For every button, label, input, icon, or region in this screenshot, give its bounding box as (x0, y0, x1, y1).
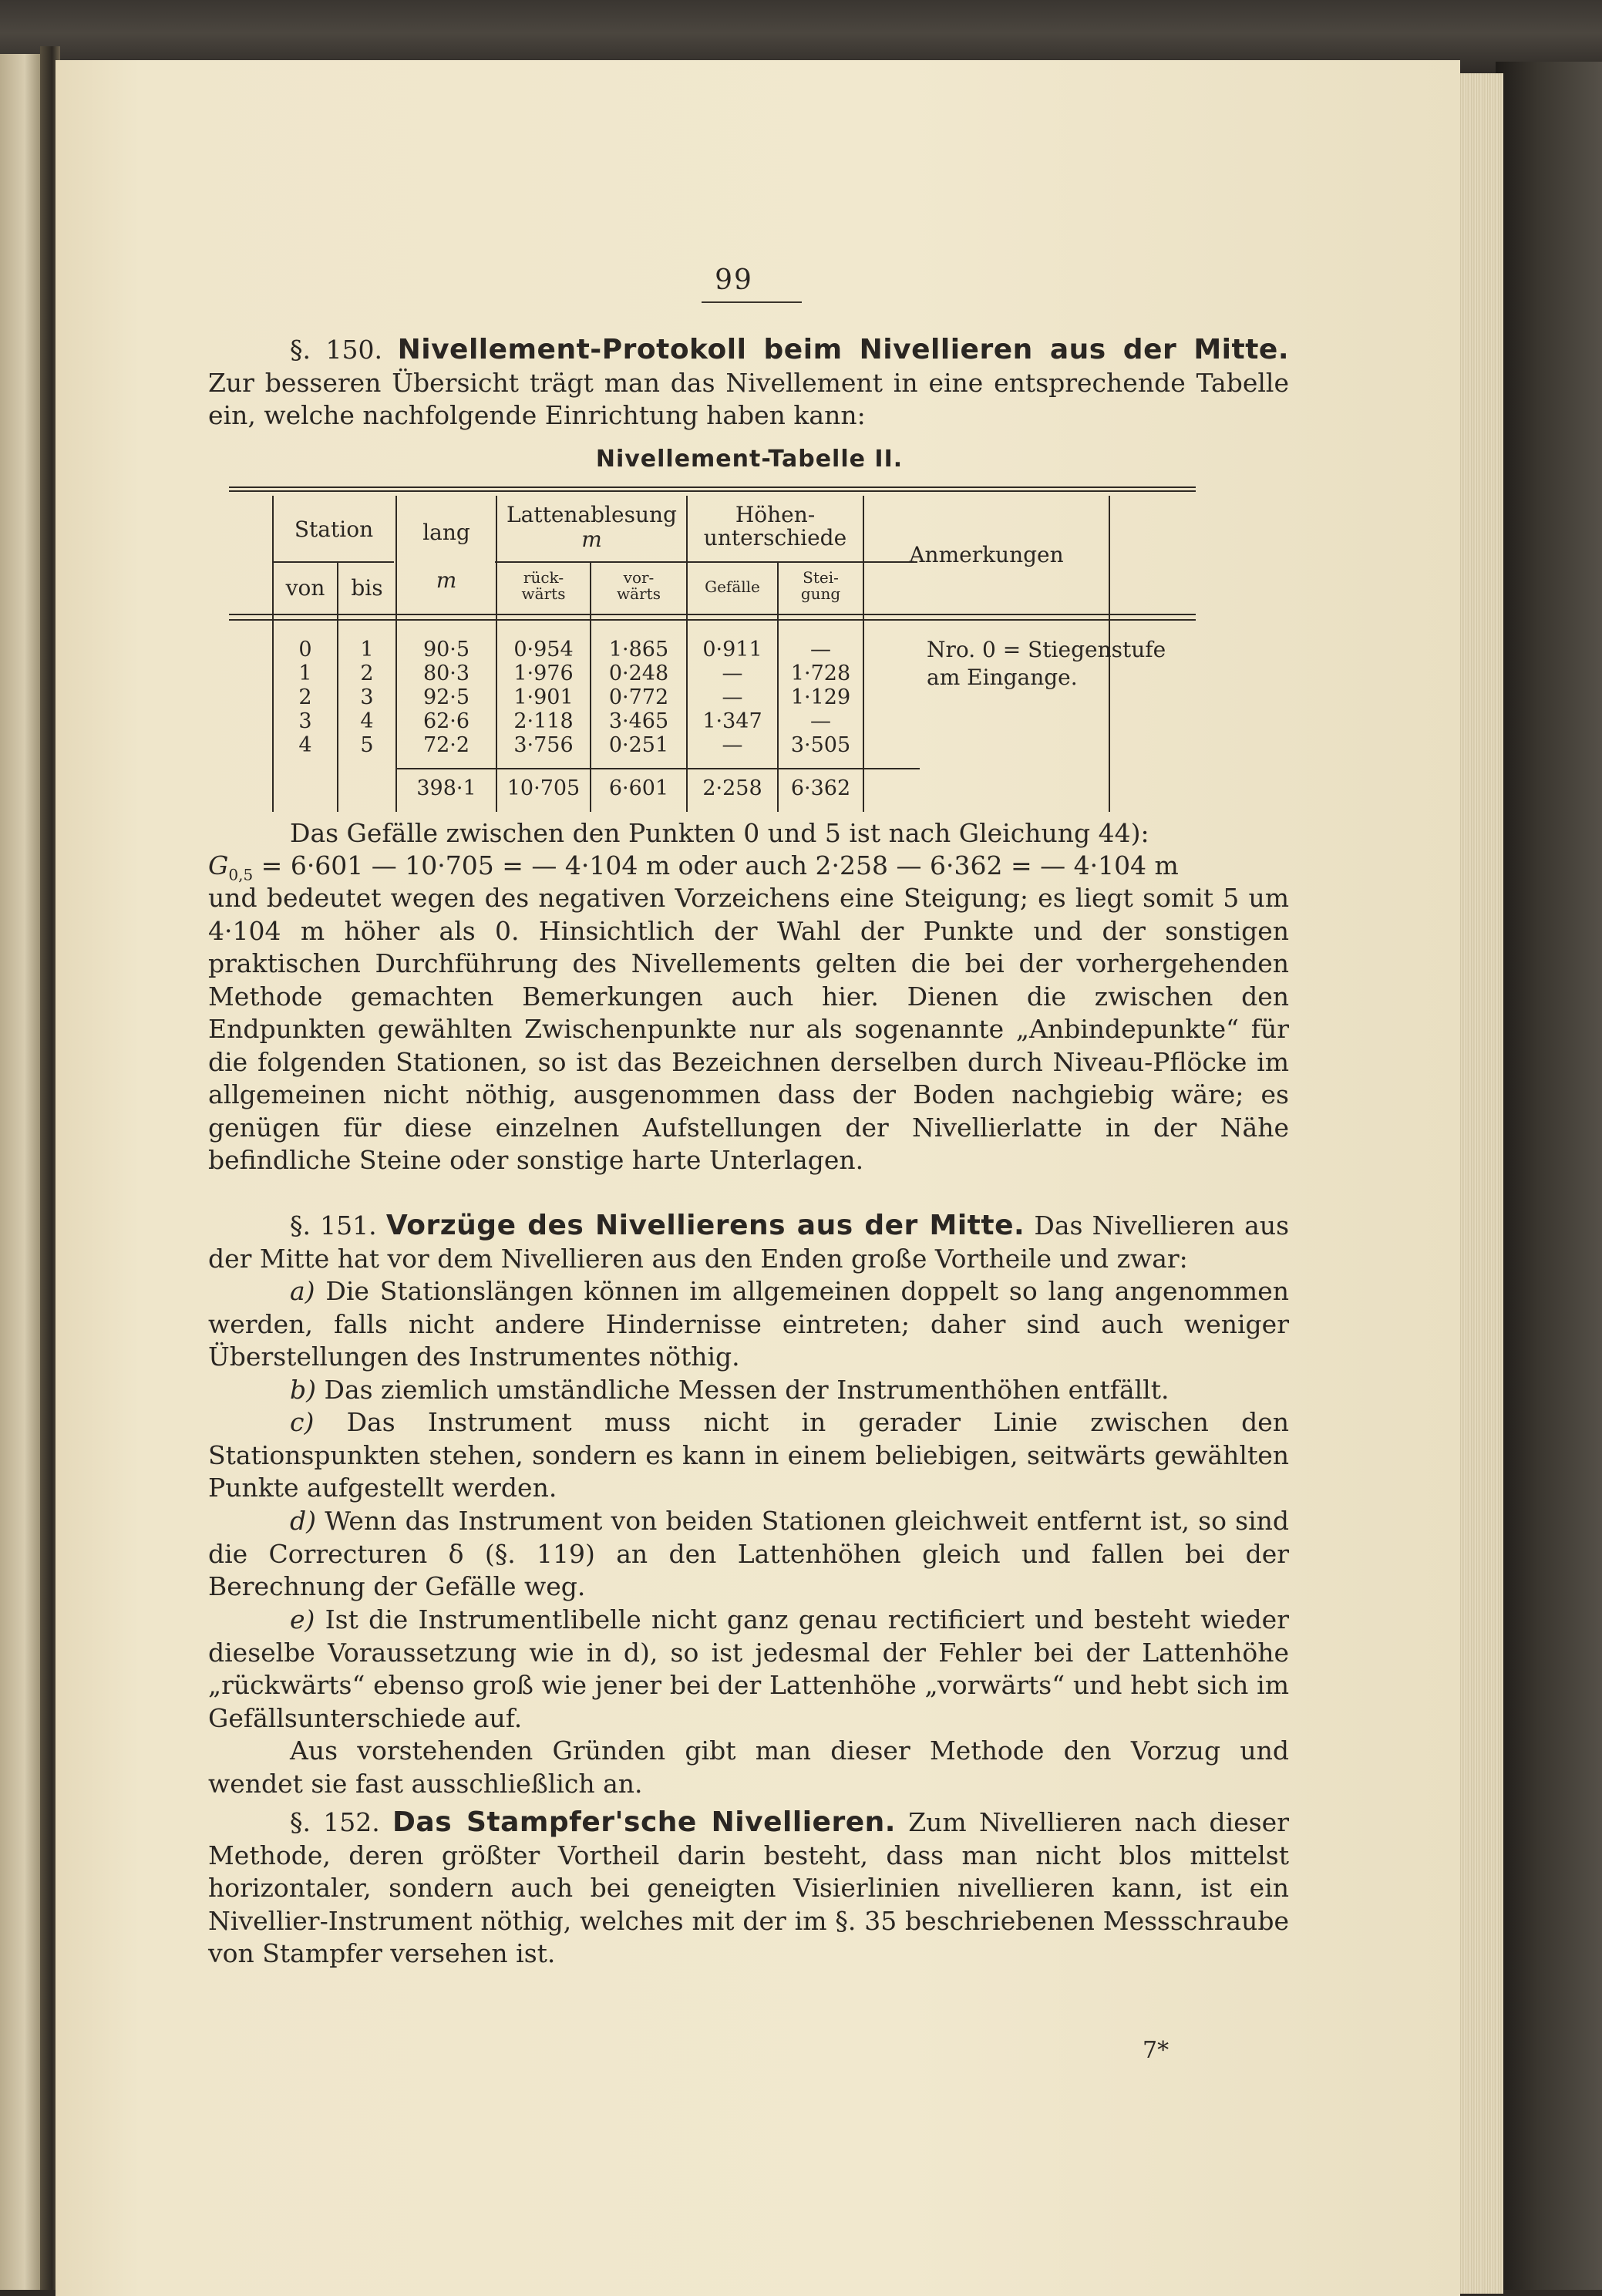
list-item-a (208, 1275, 1289, 1374)
list-item-c (208, 1406, 1289, 1505)
table-header-rule-1 (229, 614, 1196, 615)
sum-rueck: 10·705 (507, 776, 581, 800)
header-steigung: Stei- gung (800, 568, 841, 603)
cell-gefaelle: 0·911 (702, 638, 762, 662)
sum-gefaelle: 2·258 (702, 776, 762, 800)
section-150 (208, 334, 1289, 433)
sum-rule (397, 768, 920, 769)
book-page (56, 60, 1460, 2296)
table-top-rule-1 (229, 486, 1196, 488)
item-text: Die Stationslängen können im allgemeinen doppelt so lang angenommen werden, falls nicht andere Hindernisse eintreten; daher sind auch weniger Überstellungen des Instrumentes nöthig. (208, 1276, 1289, 1372)
header-anmerkungen: Anmerkungen (909, 542, 1064, 567)
item-label: d) (290, 1506, 316, 1536)
cell-steigung: 3·505 (790, 733, 851, 757)
cell-von: 2 (298, 685, 312, 709)
item-text: Ist die Instrumentlibelle nicht ganz genau rectificiert und besteht wieder dieselbe Voraussetzung wie in d), so ist jedesmal der Fehler bei der Lattenhöhe „rückwärts“ ebenso groß wie jener bei der Lattenhöhe „vorwärts“ und hebt sich im Gefällsunterschiede auf. (208, 1604, 1289, 1733)
section-151 (208, 1210, 1289, 1275)
cell-gefaelle: 1·347 (702, 709, 762, 733)
section-151-text: Das Nivellieren aus der Mitte hat vor dem Nivellieren aus den Enden große Vortheile und zwar: (208, 1210, 1290, 1274)
cell-vor: 0·248 (608, 662, 669, 685)
header-vorwaerts: vor- wärts (617, 568, 661, 603)
section-151-title: Vorzüge des Nivellierens aus der Mitte. (385, 1210, 1025, 1241)
list-item-b (208, 1374, 1289, 1407)
table-header-rule-2 (229, 619, 1196, 621)
cell-von: 4 (298, 733, 312, 757)
station-subrule (272, 561, 394, 563)
cell-von: 3 (298, 709, 312, 733)
cell-rueck: 1·976 (513, 662, 574, 685)
item-text: Wenn das Instrument von beiden Stationen gleichweit entfernt ist, so sind die Correcturen δ (§. 119) an den Lattenhöhen gleich und fallen bei der Berechnung der Gefälle weg. (208, 1506, 1289, 1601)
header-rueckwaerts: rück- wärts (521, 568, 566, 603)
header-station: Station (294, 517, 374, 542)
header-latten-unit: m (581, 527, 602, 552)
section-152-text: Zum Nivellieren nach dieser Methode, deren größter Vortheil darin besteht, dass man nicht blos mittelst horizontaler, sondern auch bei geneigten Visierlinien nivellieren kann, ist ein Nivellier-Instrument nöthig, welches mit der im §. 35 beschriebenen Messschraube von Stampfer versehen ist. (208, 1807, 1289, 1968)
item-label: b) (290, 1375, 316, 1405)
item-text: Das Instrument muss nicht in gerader Linie zwischen den Stationspunkten stehen, sondern es kann in einem beliebigen, seitwärts gewählten Punkte aufgestellt werden. (208, 1407, 1289, 1503)
cell-bis: 5 (360, 733, 374, 757)
section-152-number: §. 152. (290, 1807, 380, 1837)
cell-steigung: — (810, 709, 831, 733)
cell-lang: 80·3 (422, 662, 470, 685)
header-bis: bis (351, 575, 383, 601)
section-151-number: §. 151. (290, 1210, 377, 1241)
item-text: Das ziemlich umständliche Messen der Instrumenthöhen entfällt. (324, 1375, 1170, 1405)
cell-lang: 62·6 (422, 709, 470, 733)
header-lang-unit: m (436, 567, 457, 593)
header-hoehen: Höhen- unterschiede (703, 502, 847, 550)
cell-bis: 4 (360, 709, 374, 733)
cell-von: 1 (298, 662, 312, 685)
cell-steigung: 1·129 (790, 685, 851, 709)
formula-symbol: G (208, 850, 229, 880)
sum-vor: 6·601 (608, 776, 669, 800)
header-von: von (285, 575, 325, 601)
left-page-edge (0, 54, 45, 2290)
sum-steigung: 6·362 (790, 776, 851, 800)
cell-vor: 0·772 (608, 685, 669, 709)
table-caption: Nivellement-Tabelle II. (595, 446, 904, 473)
cell-steigung: 1·728 (790, 662, 851, 685)
cell-steigung: — (810, 638, 831, 662)
paragraph-explanation: und bedeutet wegen des negativen Vorzeichens eine Steigung; es liegt somit 5 um 4·104 m höher als 0. Hinsichtlich der Wahl der Punkte und der sonstigen praktischen Durchführung des Nivellements gelten die bei der vorhergehenden Methode gemachten Bemerkungen auch hier. Dienen die zwischen den Endpunkten gewählten Zwischenpunkte nur als sogenannte „Anbindepunkte“ für die folgenden Stationen, so ist das Bezeichnen derselben durch Niveau-Pflöcke im allgemeinen nicht nöthig, ausgenommen dass der Boden nachgiebig wäre; es genügen für diese einzelnen Aufstellungen der Nivellierlatte in der Nähe befindliche Steine oder sonstige harte Unterlagen. (208, 883, 1289, 1175)
item-label: e) (290, 1604, 315, 1634)
cell-vor: 3·465 (608, 709, 669, 733)
item-label: c) (290, 1407, 315, 1437)
table-top-rule-2 (229, 490, 1196, 492)
cell-von: 0 (298, 638, 312, 662)
section-150-text: Zur besseren Übersicht trägt man das Nivellement in eine entsprechende Tabelle ein, welche nachfolgende Einrichtung haben kann: (208, 367, 1289, 430)
gefaelle-intro: Das Gefälle zwischen den Punkten 0 und 5 ist nach Gleichung 44): (290, 818, 1149, 848)
cell-rueck: 1·901 (513, 685, 574, 709)
signature-mark: 7* (1143, 2037, 1170, 2064)
section-152 (208, 1806, 1289, 1971)
table-note: Nro. 0 = Stiegenstufe am Eingange. (927, 637, 1166, 690)
formula-expression: = 6·601 — 10·705 = — 4·104 m oder auch 2·258 — 6·362 = — 4·104 m (253, 850, 1179, 880)
list-item-d (208, 1505, 1289, 1604)
cell-bis: 3 (360, 685, 374, 709)
cell-vor: 0·251 (608, 733, 669, 757)
cell-rueck: 0·954 (513, 638, 574, 662)
item-label: a) (290, 1276, 315, 1306)
cell-gefaelle: — (722, 733, 743, 757)
page-number-rule (702, 301, 802, 303)
list-item-e (208, 1604, 1289, 1735)
cell-bis: 2 (360, 662, 374, 685)
cell-gefaelle: — (722, 685, 743, 709)
page-number: 99 (715, 264, 753, 296)
section-151-closing: Aus vorstehenden Gründen gibt man dieser Methode den Vorzug und wendet sie fast ausschließlich an. (208, 1735, 1289, 1799)
section-152-title: Das Stampfer'sche Nivellieren. (392, 1806, 896, 1838)
header-gefaelle: Gefälle (705, 577, 760, 596)
header-lang: lang (422, 520, 470, 545)
cell-vor: 1·865 (608, 638, 669, 662)
sum-lang: 398·1 (416, 776, 476, 800)
cell-lang: 90·5 (422, 638, 470, 662)
book-cover-right (1496, 62, 1602, 2290)
cell-gefaelle: — (722, 662, 743, 685)
cell-rueck: 2·118 (513, 709, 574, 733)
formula-subscript: 0,5 (228, 865, 254, 884)
cell-lang: 92·5 (422, 685, 470, 709)
section-150-title: Nivellement-Protokoll beim Nivellieren aus der Mitte. (397, 334, 1290, 365)
header-latten: Lattenablesung (507, 502, 677, 527)
cell-bis: 1 (360, 638, 374, 662)
cell-rueck: 3·756 (513, 733, 574, 757)
cell-lang: 72·2 (422, 733, 470, 757)
section-150-number: §. 150. (290, 335, 383, 365)
